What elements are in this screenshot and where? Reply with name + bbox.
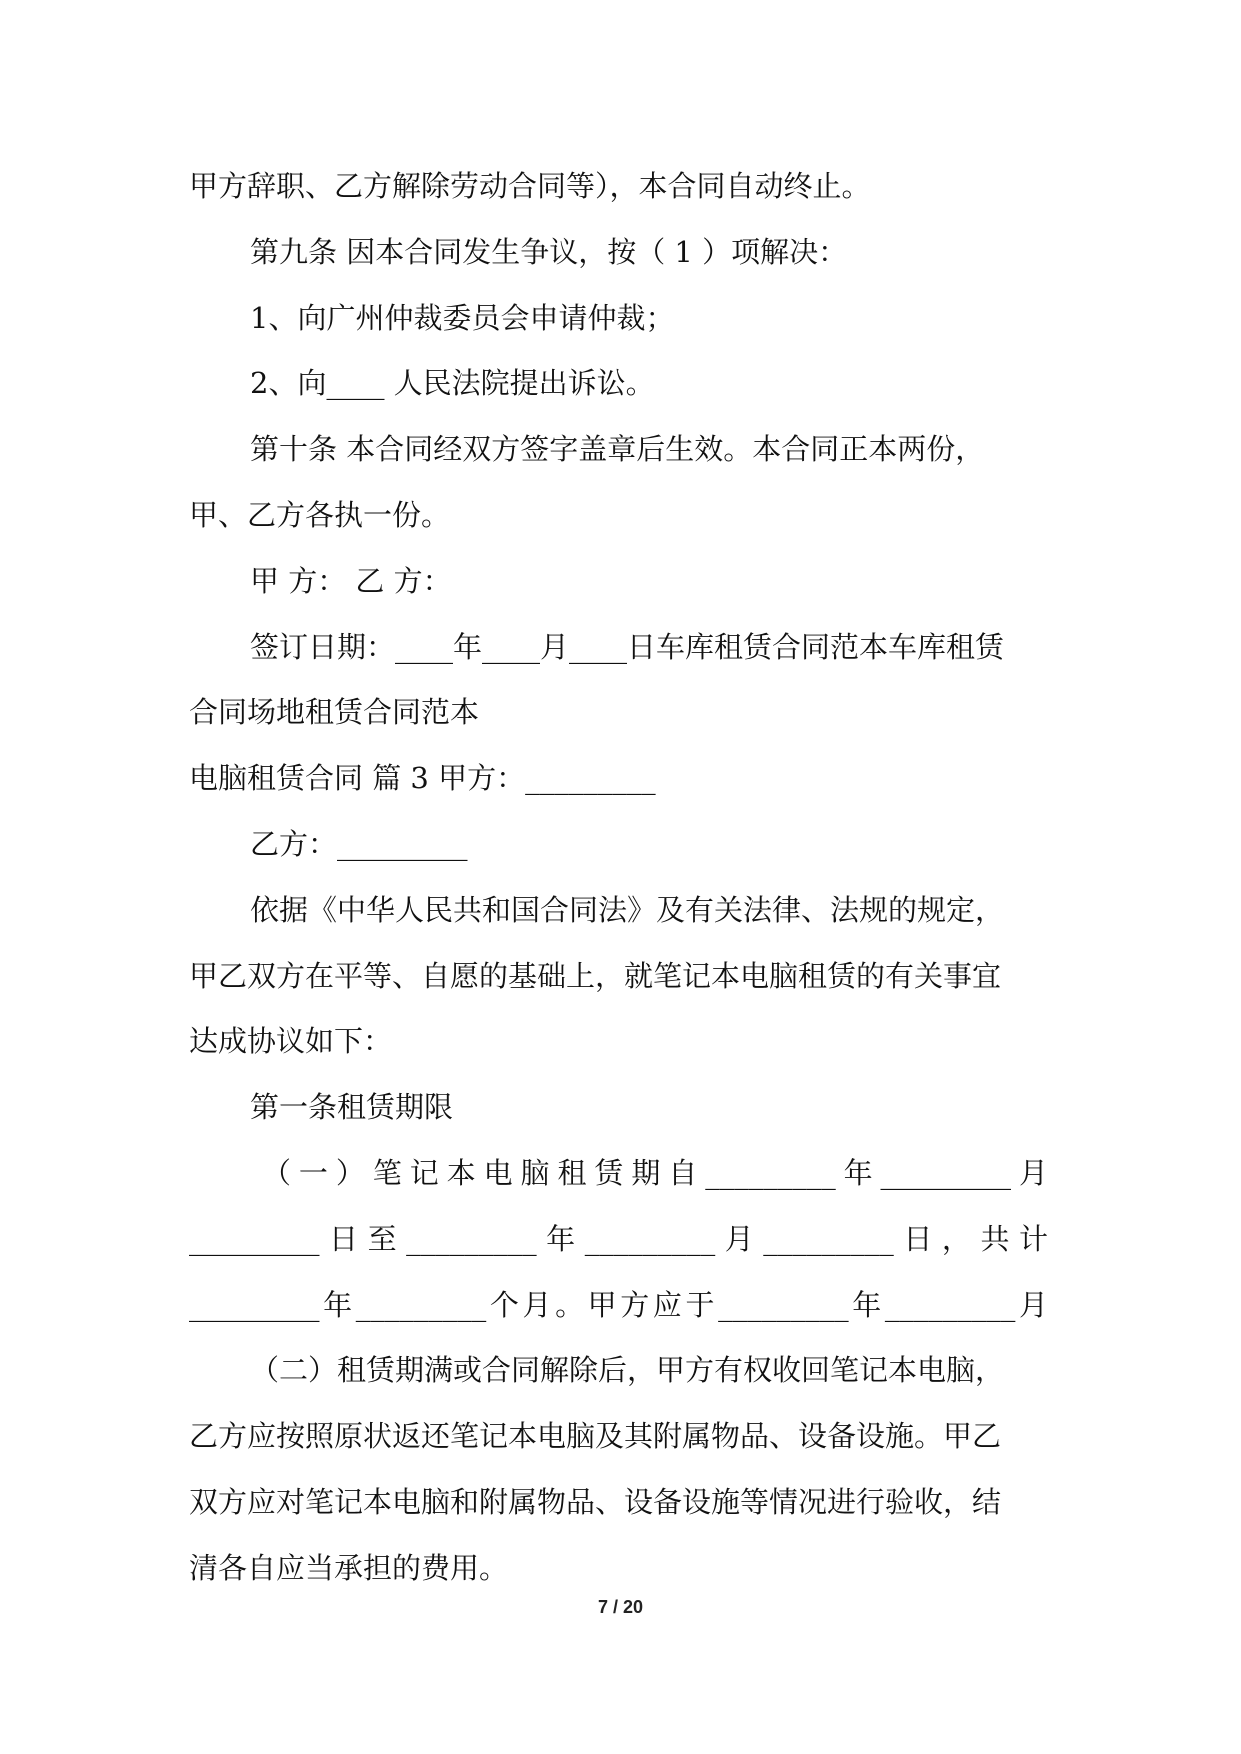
page-number: 7 / 20 [597,1597,644,1617]
paragraph-line: 甲方辞职、乙方解除劳动合同等），本合同自动终止。 [189,169,871,203]
list-item-arbitration: 1、向广州仲裁委员会申请仲裁； [250,301,675,335]
list-item-court: 2、向____ 人民法院提出诉讼。 [250,366,655,400]
clause-line: （一）笔记本电脑租赁期自_________年_________月 [262,1156,1048,1190]
clause-line: （二）租赁期满或合同解除后，甲方有权收回笔记本电脑， [250,1353,1005,1387]
signing-date-line: 签订日期：____年____月____日车库租赁合同范本车库租赁 [250,630,1005,664]
paragraph-line: 合同场地租赁合同范本 [189,695,480,729]
article-10-line: 第十条 本合同经双方签字盖章后生效。本合同正本两份， [250,432,985,466]
contract-title-line: 电脑租赁合同 篇 3 甲方：_________ [189,761,656,795]
preamble-line: 依据《中华人民共和国合同法》及有关法律、法规的规定， [250,893,1005,927]
article-9-heading: 第九条 因本合同发生争议，按（ 1 ）项解决： [250,235,848,269]
clause-line: _________日至_________年_________月_________日，共计 [189,1222,1048,1256]
preamble-line: 甲乙双方在平等、自愿的基础上，就笔记本电脑租赁的有关事宜 [189,959,1002,993]
party-b-line: 乙方：_________ [250,827,468,861]
clause-line: 乙方应按照原状返还笔记本电脑及其附属物品、设备设施。甲乙 [189,1419,1002,1453]
party-signature-line: 甲 方： 乙 方： [250,564,452,598]
paragraph-line: 甲、乙方各执一份。 [189,498,451,532]
clause-line: _________年_________个月。甲方应于_________年_________月 [189,1288,1048,1322]
clause-line: 清各自应当承担的费用。 [189,1551,509,1585]
clause-line: 双方应对笔记本电脑和附属物品、设备设施等情况进行验收，结 [189,1485,1002,1519]
article-1-heading: 第一条租赁期限 [250,1090,454,1124]
preamble-line: 达成协议如下： [189,1024,393,1058]
